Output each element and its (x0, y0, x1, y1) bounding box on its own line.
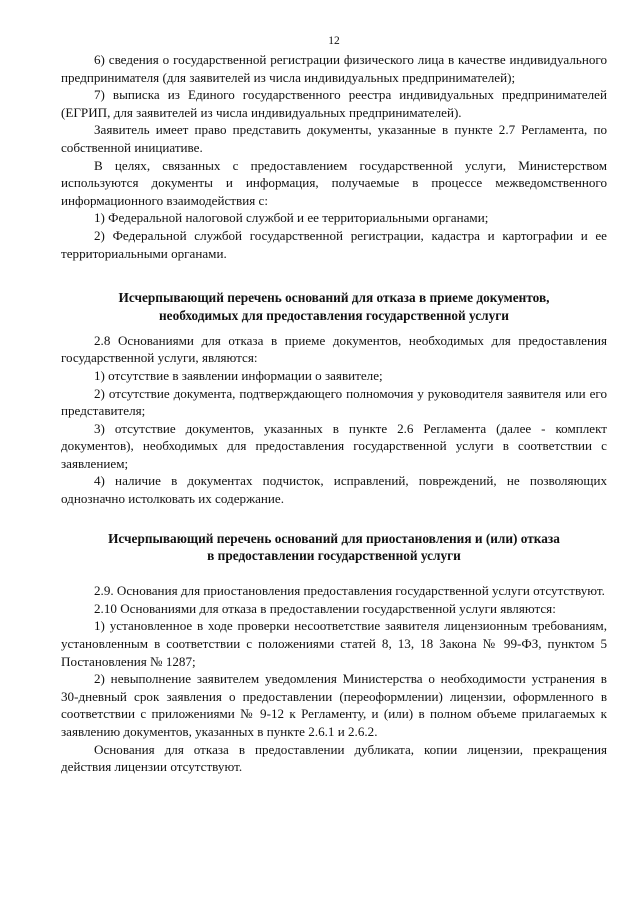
paragraph-duplicate: Основания для отказа в предоставлении дубликата, копии лицензии, прекращения действия лицензии отсутствуют. (61, 741, 607, 775)
section-heading-suspension-line2: в предоставлении государственной услуги (207, 548, 461, 564)
list-item-1: 1) отсутствие в заявлении информации о заявителе; (94, 367, 383, 383)
page-number: 12 (328, 35, 340, 47)
paragraph-2-9: 2.9. Основания для приостановления предоставления государственной услуги отсутствуют. (94, 583, 605, 599)
paragraph-egrip-extract: 7) выписка из Единого государственного реестра индивидуальных предпринимателей (ЕГРИП, для заявителей из числа индивидуальных предпринимателей). (61, 87, 607, 120)
paragraph-registration-info: 6) сведения о государственной регистрации физического лица в качестве индивидуального предпринимателя (для заявителей из числа индивидуальных предпринимателей); (61, 52, 607, 85)
paragraph-rosreestr: 2) Федеральной службой государственной регистрации, кадастра и картографии и ее территориальными органами. (61, 227, 607, 261)
list-item-4: 4) наличие в документах подчисток, исправлений, повреждений, не позволяющих однозначно истолковать их содержание. (61, 473, 607, 507)
document-page (61, 34, 607, 776)
paragraph-own-initiative: Заявитель имеет право представить документы, указанные в пункте 2.7 Регламента, по собственной инициативе. (61, 122, 607, 155)
paragraph-ground-2: 2) невыполнение заявителем уведомления Министерства о необходимости устранения в 30-дневный срок заявления о предоставлении (переоформлении) лицензии, оформленного в соответствии с приложениями № 9-12 к Регламенту, и (или) в полном объеме прилагаемых к заявлению документов, указанных в пункте 2.6.1 и 2.6.2. (61, 671, 607, 739)
paragraph-2-10: 2.10 Основаниями для отказа в предоставлении государственной услуги являются: (94, 600, 556, 616)
section-heading-refusal-acceptance-line1: Исчерпывающий перечень оснований для отказа в приеме документов, (118, 290, 550, 306)
paragraph-tax-service: 1) Федеральной налоговой службой и ее территориальными органами; (94, 210, 489, 226)
list-item-3: 3) отсутствие документов, указанных в пункте 2.6 Регламента (далее - комплект документов), необходимых для предоставления государственной услуги в соответствии с заявлением; (61, 420, 607, 471)
section-heading-suspension-line1: Исчерпывающий перечень оснований для приостановления и (или) отказа (108, 530, 560, 546)
paragraph-2-8: 2.8 Основаниями для отказа в приеме документов, необходимых для предоставления государственной услуги, являются: (61, 332, 607, 366)
paragraph-interagency: В целях, связанных с предоставлением государственной услуги, Министерством используются документы и информация, получаемые в процессе межведомственного информационного взаимодействия с: (61, 157, 607, 208)
paragraph-ground-1: 1) установленное в ходе проверки несоответствие заявителя лицензионным требованиям, установленным в соответствии с положениями статей 8, 13, 18 Закона № 99-ФЗ, пунктом 5 Постановления № 1287; (61, 618, 607, 669)
list-item-2: 2) отсутствие документа, подтверждающего полномочия у руководителя заявителя или его представителя; (61, 385, 607, 419)
section-heading-refusal-acceptance-line2: необходимых для предоставления государственной услуги (159, 307, 509, 323)
